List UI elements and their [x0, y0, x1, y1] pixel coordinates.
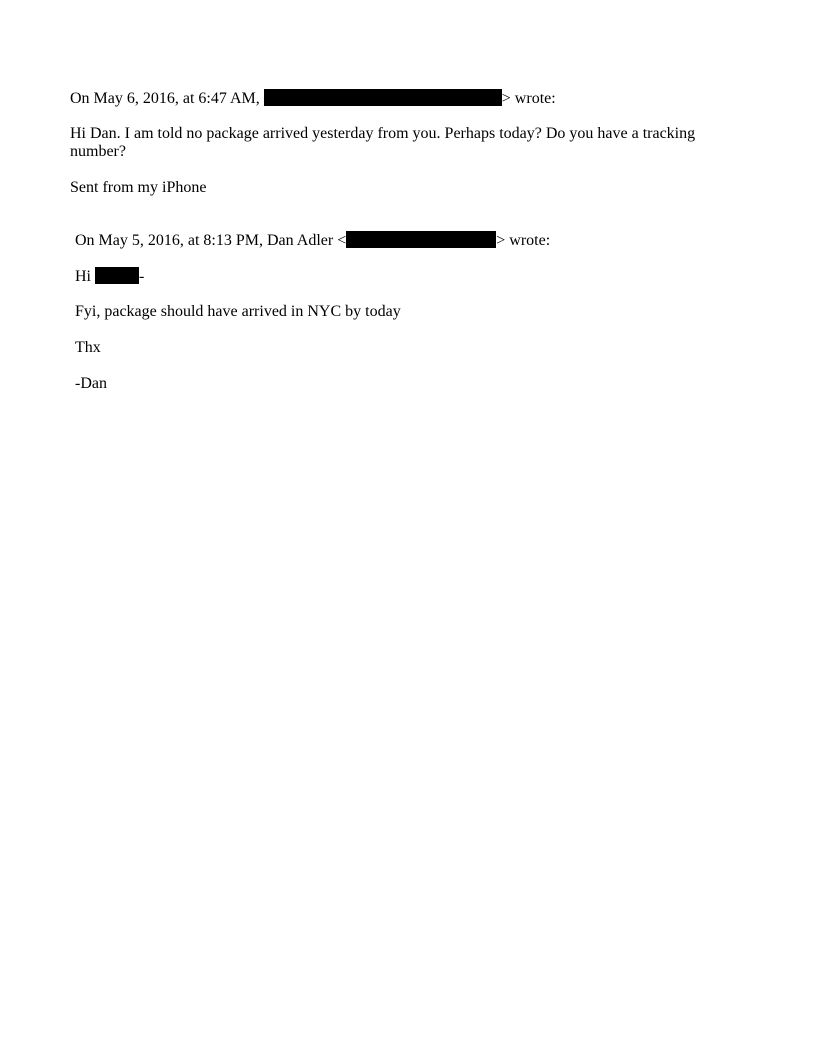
reply-header-prefix: On May 6, 2016, at 6:47 AM, — [70, 90, 260, 107]
quoted-body: Fyi, package should have arrived in NYC by today — [75, 303, 401, 320]
reply-body: Hi Dan. I am told no package arrived yesterday from you. Perhaps today? Do you have a tracking number? — [70, 125, 696, 160]
redacted-recipient-name — [95, 267, 139, 284]
quoted-header-prefix: On May 5, 2016, at 8:13 PM, Dan Adler < — [75, 232, 347, 249]
redacted-sender-email — [264, 89, 502, 106]
quoted-closing: Thx — [75, 339, 101, 356]
quoted-signoff: -Dan — [75, 375, 107, 392]
redacted-recipient-email — [346, 231, 496, 248]
quoted-greeting — [75, 267, 144, 286]
reply-header-suffix: > wrote: — [501, 90, 556, 107]
quoted-header — [75, 231, 550, 250]
quoted-greeting-suffix: - — [139, 268, 145, 285]
quoted-greeting-prefix: Hi — [75, 268, 91, 285]
reply-signature: Sent from my iPhone — [70, 179, 207, 196]
reply-header — [70, 89, 556, 108]
quoted-header-suffix: > wrote: — [496, 232, 551, 249]
